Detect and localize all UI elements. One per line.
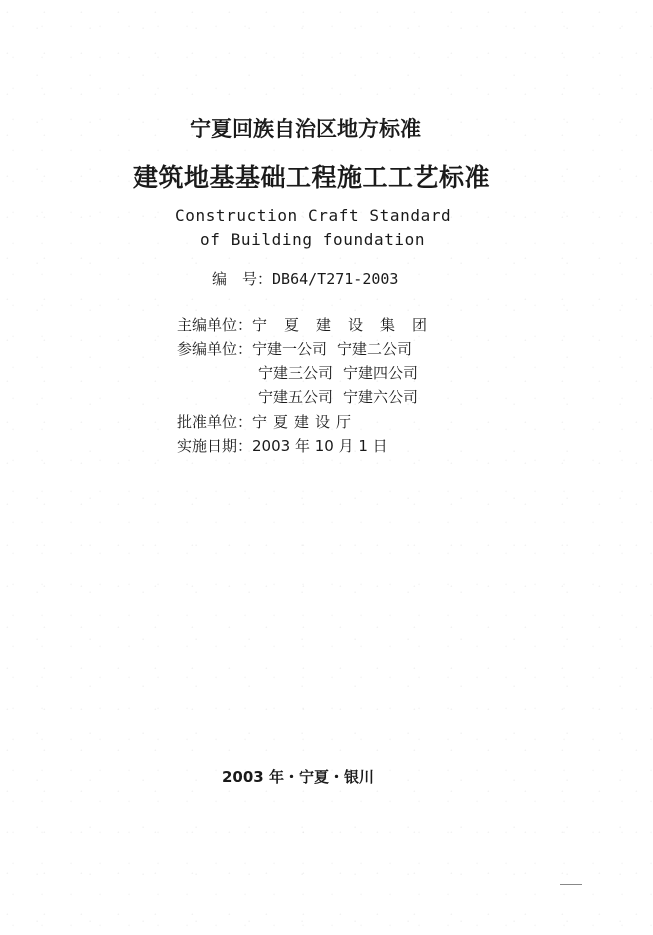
approver-label: 批准单位： <box>177 413 253 431</box>
participants-label: 参编单位： <box>177 340 253 358</box>
standard-code-label: 编 号： <box>212 270 273 288</box>
document-title-english-line2: of Building foundation <box>200 230 426 249</box>
document-title-english-line1: Construction Craft Standard <box>175 206 452 225</box>
participant-company: 宁建四公司 <box>343 364 419 382</box>
standard-code-value: DB64/T271-2003 <box>272 270 399 288</box>
scan-artifact-line <box>560 884 582 885</box>
participants-row-3 <box>258 386 418 407</box>
standard-code <box>212 268 398 289</box>
approver-row <box>177 411 357 432</box>
document-title-chinese: 建筑地基基础工程施工工艺标准 <box>133 163 491 192</box>
effective-date-value: 2003 年 10 月 1 日 <box>252 437 388 455</box>
effective-date-row <box>177 435 388 456</box>
series-title: 宁夏回族自治区地方标准 <box>190 117 421 141</box>
chief-editor-value: 宁夏建设集团 <box>252 316 445 334</box>
approver-value: 宁夏建设厅 <box>252 413 358 431</box>
effective-date-label: 实施日期： <box>177 437 253 455</box>
participant-company: 宁建五公司 <box>258 388 334 406</box>
participant-company: 宁建六公司 <box>343 388 419 406</box>
chief-editor-row <box>177 314 444 335</box>
publication-footer: 2003 年・宁夏・银川 <box>222 768 374 786</box>
participant-company: 宁建二公司 <box>337 340 413 358</box>
participants-row-1 <box>177 338 412 359</box>
participant-company: 宁建一公司 <box>252 340 328 358</box>
chief-editor-label: 主编单位： <box>177 316 253 334</box>
participants-row-2 <box>258 362 418 383</box>
participant-company: 宁建三公司 <box>258 364 334 382</box>
